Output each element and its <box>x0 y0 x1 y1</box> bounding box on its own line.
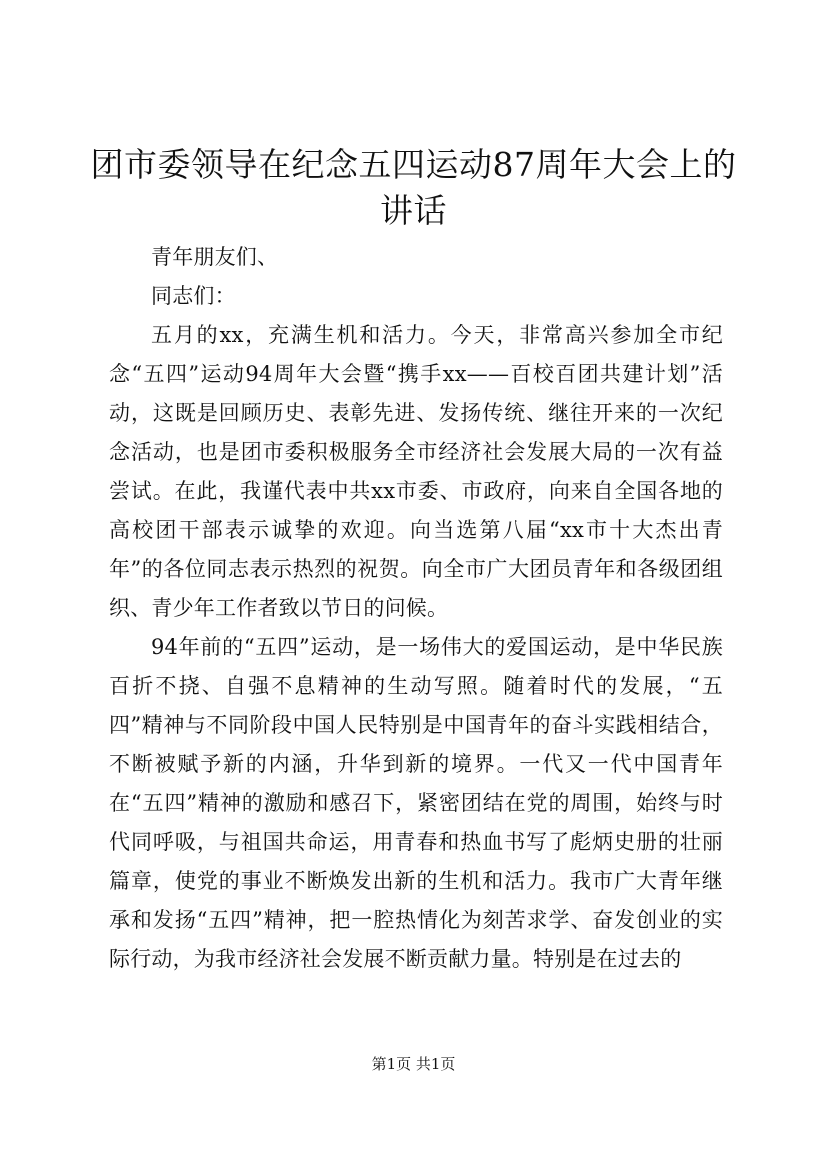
salutation-line: 同志们： <box>151 284 236 308</box>
body-paragraph: 五月的xx，充满生机和活力。今天，非常高兴参加全市纪念“五四”运动94周年大会暨“携手xx——百校百团共建计划”活动，这既是回顾历史、表彰先进、发扬传统、继往开来的一次纪念活动，也是团市委积极服务全市经济社会发展大局的一次有益尝试。在此，我谨代表中共xx市委、市政府，向来自全国各地的高校团干部表示诚挚的欢迎。向当选第八届“xx市十大杰出青年”的各位同志表示热烈的祝贺。向全市广大团员青年和各级团组织、青少年工作者致以节日的问候。 <box>109 323 723 620</box>
document-title: 团市委领导在纪念五四运动87周年大会上的讲话 <box>90 145 737 230</box>
body-paragraph: 94年前的“五四”运动，是一场伟大的爱国运动，是中华民族百折不挠、自强不息精神的生动写照。随着时代的发展，“五四”精神与不同阶段中国人民特别是中国青年的奋斗实践相结合，不断被赋予新的内涵，升华到新的境界。一代又一代中国青年在“五四”精神的激励和感召下，紧密团结在党的周围，始终与时代同呼吸，与祖国共命运，用青春和热血书写了彪炳史册的壮丽篇章，使党的事业不断焕发出新的生机和活力。我市广大青年继承和发扬“五四”精神，把一腔热情化为刻苦求学、奋发创业的实际行动，为我市经济社会发展不断贡献力量。特别是在过去的 <box>109 635 723 971</box>
document-body <box>109 238 723 979</box>
salutation-line: 青年朋友们、 <box>151 245 279 269</box>
page-footer: 第1页 共1页 <box>371 1055 456 1073</box>
